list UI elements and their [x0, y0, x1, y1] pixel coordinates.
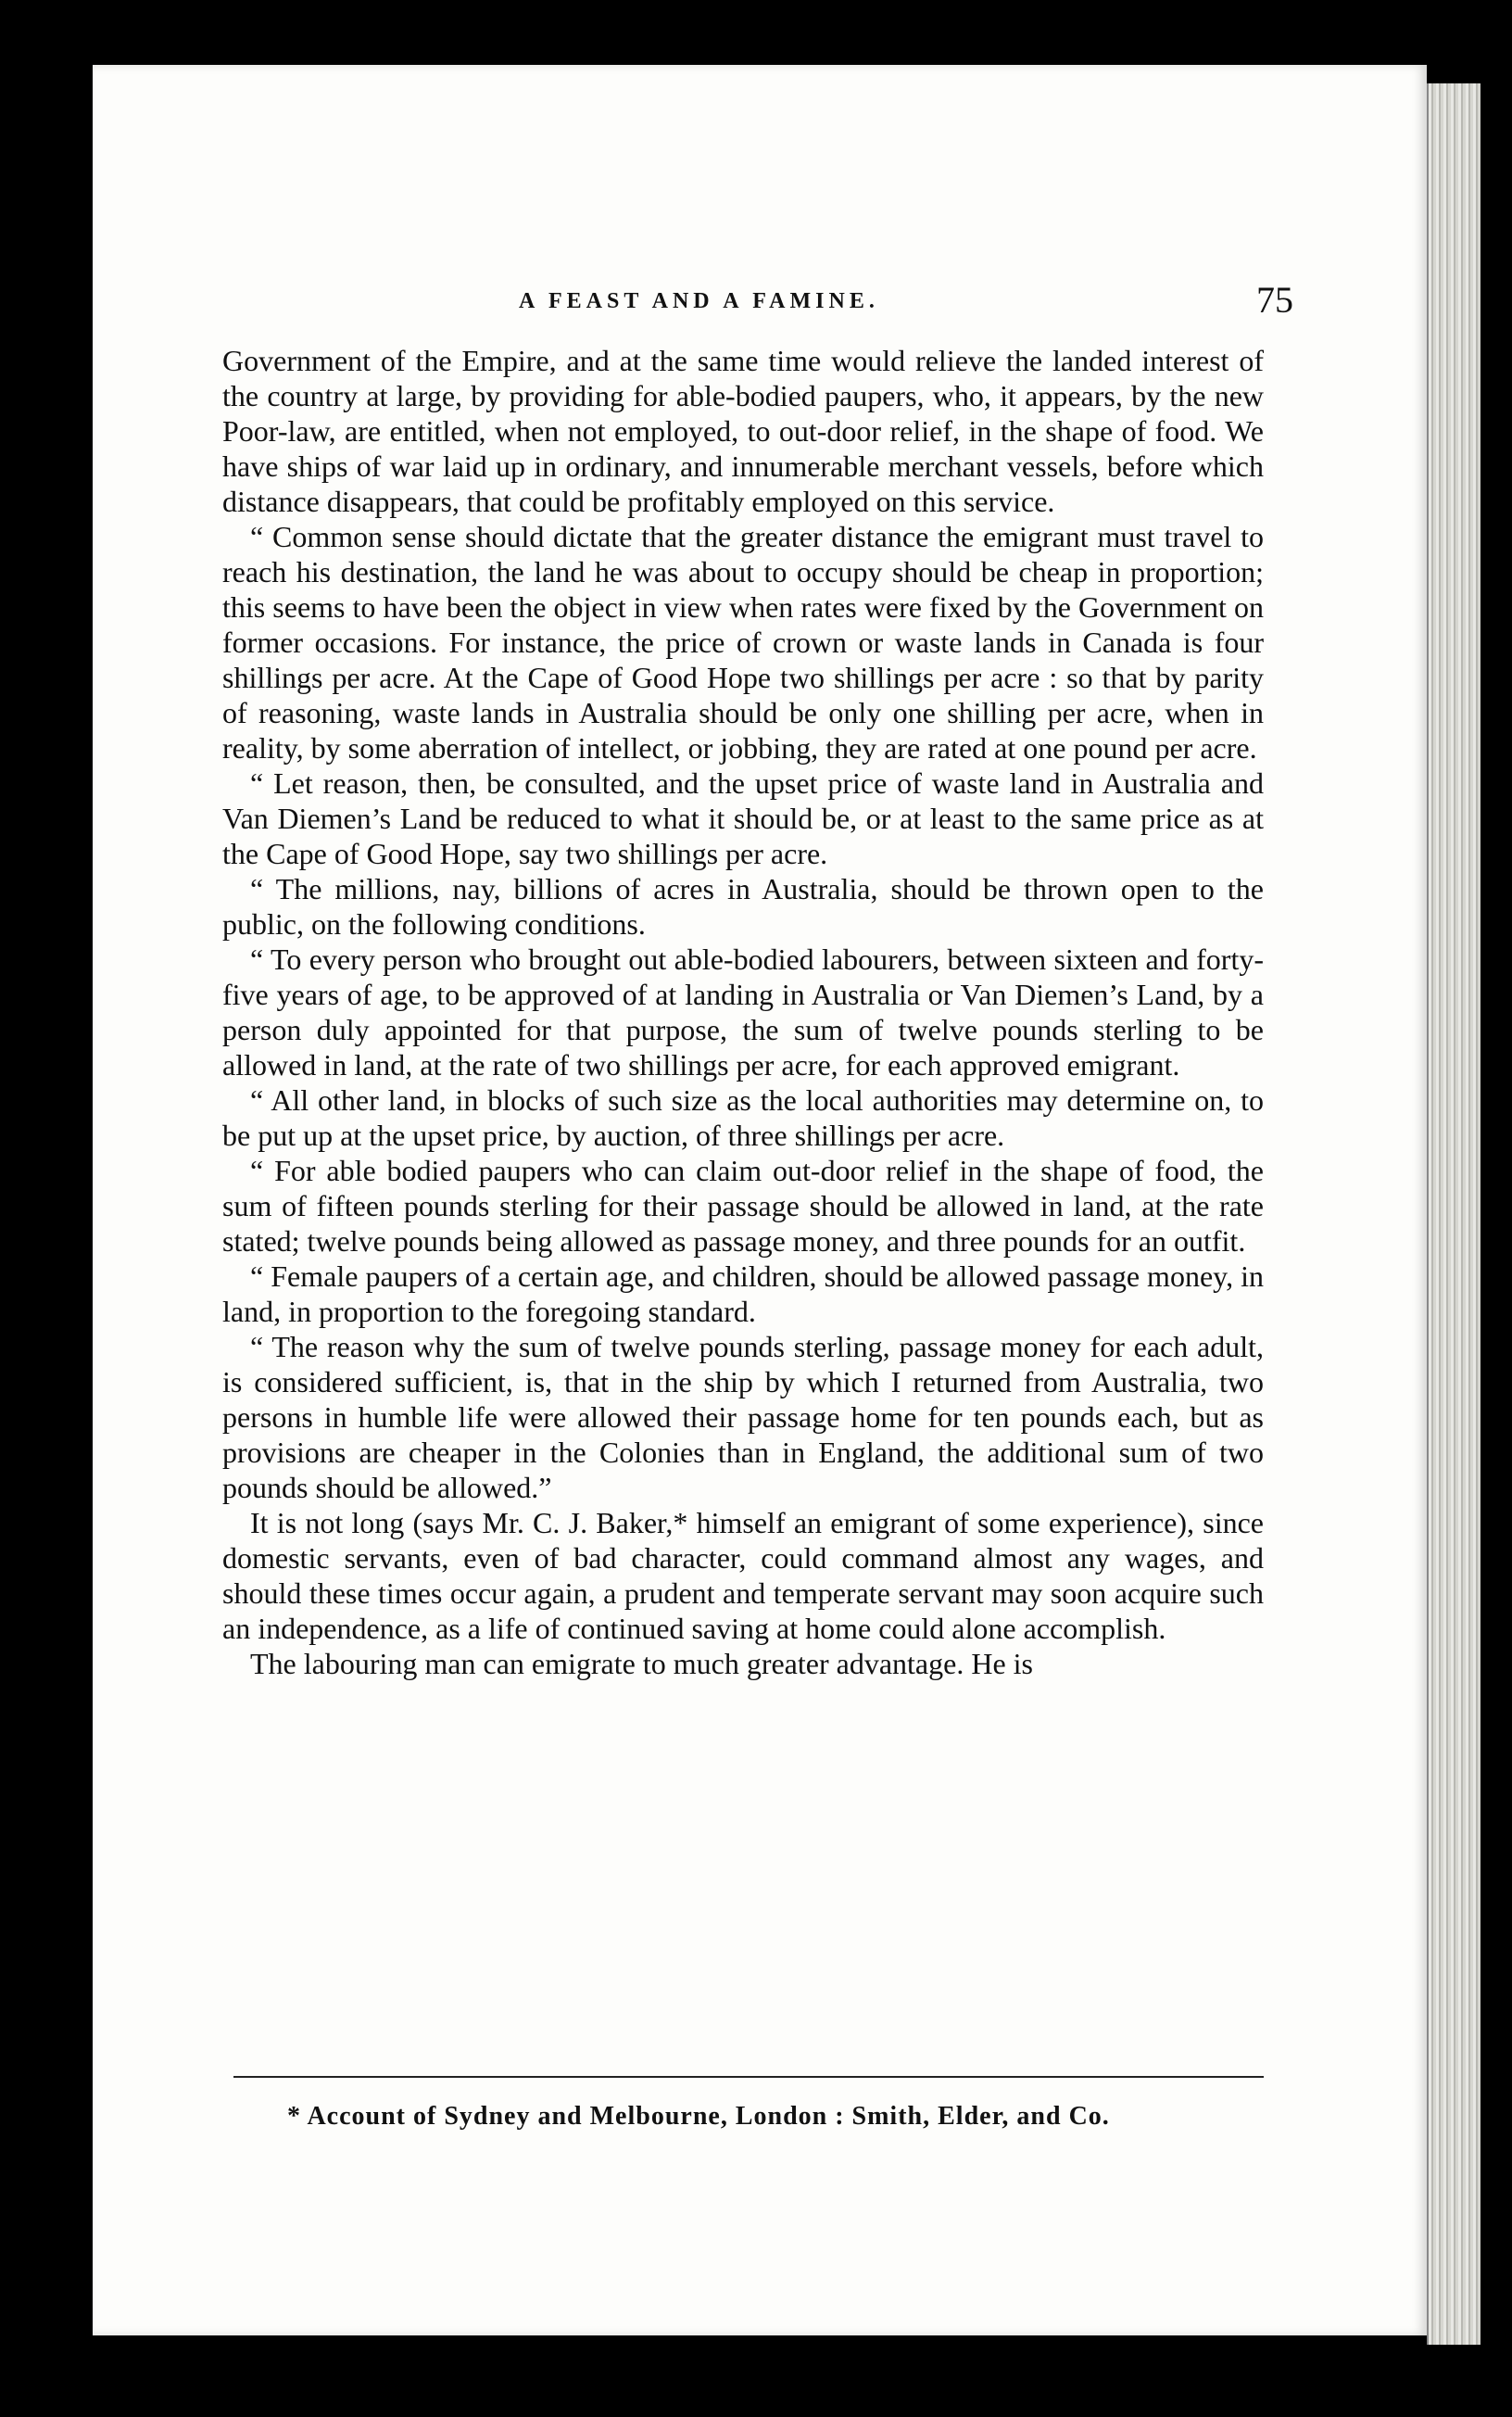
- paragraph: “ The millions, nay, billions of acres in Australia, should be thrown open to the public, on the following conditions.: [222, 872, 1264, 941]
- paragraph: “ The reason why the sum of twelve pounds sterling, passage money for each adult, is considered sufficient, is, that in the ship by which I returned from Australia, two persons in humble life were allowed their passage home for ten pounds each, but as provisions are cheaper in the Colonies than in England, the additional sum of two pounds should be allowed.”: [222, 1330, 1264, 1504]
- footnote: * Account of Sydney and Melbourne, London : Smith, Elder, and Co.: [287, 2102, 1110, 2131]
- body-text: [222, 343, 1264, 1681]
- paragraph: “ To every person who brought out able-bodied labourers, between sixteen and forty-five years of age, to be approved of at landing in Australia or Van Diemen’s Land, by a person duly appointed for that purpose, the sum of twelve pounds sterling to be allowed in land, at the rate of two shillings per acre, for each approved emigrant.: [222, 943, 1264, 1082]
- running-head: A FEAST AND A FAMINE.: [519, 289, 879, 313]
- paragraph: “ For able bodied paupers who can claim out-door relief in the shape of food, the sum of fifteen pounds sterling for their passage should be allowed in land, at the rate stated; twelve pounds being allowed as passage money, and three pounds for an outfit.: [222, 1154, 1264, 1258]
- paragraph: The labouring man can emigrate to much greater advantage. He is: [250, 1647, 1033, 1680]
- paragraph: “ All other land, in blocks of such size as the local authorities may determine on, to be put up at the upset price, by auction, of three shillings per acre.: [222, 1083, 1264, 1152]
- page-number: 75: [1256, 279, 1293, 321]
- paragraph: “ Female paupers of a certain age, and children, should be allowed passage money, in land, in proportion to the foregoing standard.: [222, 1259, 1264, 1328]
- page-edges: [1427, 83, 1480, 2345]
- paragraph: Government of the Empire, and at the same time would relieve the landed interest of the country at large, by providing for able-bodied paupers, who, it appears, by the new Poor-law, are entitled, when not employed, to out-door relief, in the shape of food. We have ships of war laid up in ordinary, and innumerable merchant vessels, before which distance disappears, that could be profitably employed on this service.: [222, 344, 1264, 518]
- paragraph: “ Common sense should dictate that the greater distance the emigrant must travel to reach his destination, the land he was about to occupy should be cheap in proportion; this seems to have been the object in view when rates were fixed by the Government on former occasions. For instance, the price of crown or waste lands in Canada is four shillings per acre. At the Cape of Good Hope two shillings per acre : so that by parity of reasoning, waste lands in Australia should be only one shilling per acre, when in reality, by some aberration of intellect, or jobbing, they are rated at one pound per acre.: [222, 520, 1264, 765]
- paragraph: It is not long (says Mr. C. J. Baker,* himself an emigrant of some experience), since domestic servants, even of bad character, could command almost any wages, and should these times occur again, a prudent and temperate servant may soon acquire such an independence, as a life of continued saving at home could alone accomplish.: [222, 1506, 1264, 1645]
- paragraph: “ Let reason, then, be consulted, and the upset price of waste land in Australia and Van Diemen’s Land be reduced to what it should be, or at least to the same price as at the Cape of Good Hope, say two shillings per acre.: [222, 766, 1264, 870]
- footnote-rule: [233, 2076, 1264, 2078]
